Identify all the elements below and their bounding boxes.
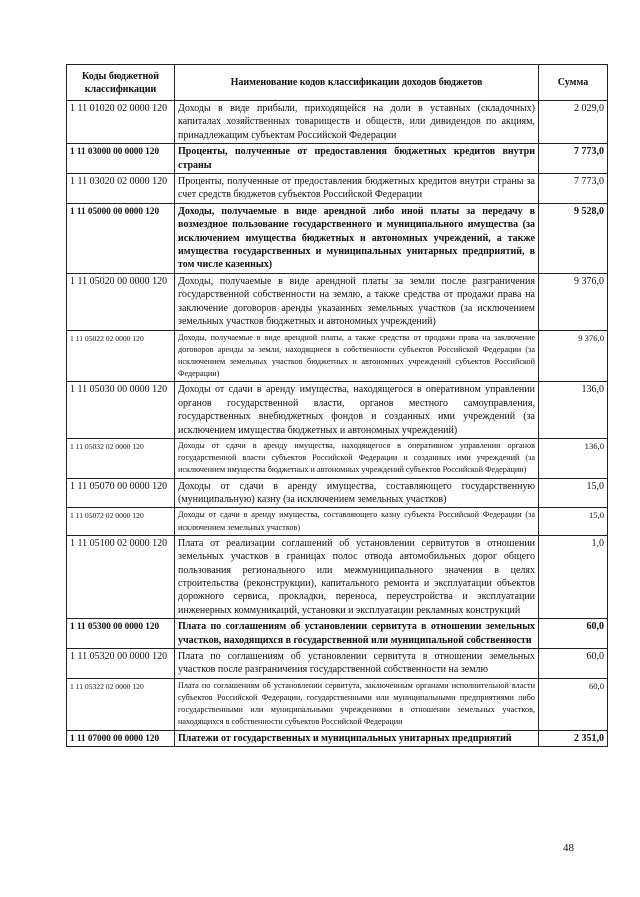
row-code: 1 11 05300 00 0000 120 xyxy=(67,619,175,649)
row-code: 1 11 05322 02 0000 120 xyxy=(67,678,175,730)
table-row xyxy=(67,144,608,174)
row-name: Доходы в виде прибыли, приходящейся на доли в уставных (складочных) капиталах хозяйственных товариществ и обществ, или дивидендов по акциям, принадлежащим субъектам Российской Федерации xyxy=(175,101,539,144)
table-row xyxy=(67,619,608,649)
row-sum: 15,0 xyxy=(539,478,608,508)
row-code: 1 11 05032 02 0000 120 xyxy=(67,438,175,478)
table-row xyxy=(67,678,608,730)
row-name: Доходы, получаемые в виде арендной платы, а также средства от продажи права на заключение договоров аренды за земли, находящиеся в собственности субъектов Российской Федерации (за исключением земельных участков бюджетных и автономных учреждений субъектов Российской Федерации) xyxy=(175,330,539,382)
row-name: Плата по соглашениям об установлении сервитута, заключенным органами исполнительной власти субъектов Российской Федерации, государственными или муниципальными предприятиями либо государственными или муниципальными учреждениями в отношении земельных участков, находящихся в собственности субъектов Российской Федерации xyxy=(175,678,539,730)
row-code: 1 11 05320 00 0000 120 xyxy=(67,649,175,679)
row-name: Доходы от сдачи в аренду имущества, составляющего государственную (муниципальную) казну (за исключением земельных участков) xyxy=(175,478,539,508)
page-number: 48 xyxy=(563,842,574,854)
table-header-row xyxy=(67,65,608,101)
row-name: Проценты, полученные от предоставления бюджетных кредитов внутри страны за счет средств бюджетов субъектов Российской Федерации xyxy=(175,174,539,204)
row-code: 1 11 05072 02 0000 120 xyxy=(67,508,175,535)
table-row xyxy=(67,273,608,330)
row-sum: 60,0 xyxy=(539,649,608,679)
table-row xyxy=(67,508,608,535)
revenue-classification-table xyxy=(66,64,608,747)
row-name: Проценты, полученные от предоставления бюджетных кредитов внутри страны xyxy=(175,144,539,174)
row-sum: 60,0 xyxy=(539,678,608,730)
row-sum: 15,0 xyxy=(539,508,608,535)
row-code: 1 11 03000 00 0000 120 xyxy=(67,144,175,174)
row-name: Плата по соглашениям об установлении сервитута в отношении земельных участков, находящихся в государственной или муниципальной собственности xyxy=(175,619,539,649)
header-name: Наименование кодов классификации доходов бюджетов xyxy=(175,65,539,101)
row-code: 1 11 07000 00 0000 120 xyxy=(67,730,175,746)
row-name: Доходы от сдачи в аренду имущества, находящегося в оперативном управлении органов государственной власти, органов местного самоуправления, государственных внебюджетных фондов и созданных ими учреждений (за исключением имущества бюджетных и автономных учреждений) xyxy=(175,382,539,439)
row-name: Доходы от сдачи в аренду имущества, составляющего казну субъекта Российской Федерации (за исключением земельных участков) xyxy=(175,508,539,535)
table-row xyxy=(67,535,608,618)
table-row xyxy=(67,382,608,439)
row-code: 1 11 05100 02 0000 120 xyxy=(67,535,175,618)
row-sum: 9 376,0 xyxy=(539,273,608,330)
row-sum: 7 773,0 xyxy=(539,144,608,174)
row-sum: 2 351,0 xyxy=(539,730,608,746)
row-sum: 9 528,0 xyxy=(539,203,608,273)
table-row xyxy=(67,101,608,144)
row-name: Доходы, получаемые в виде арендной либо иной платы за передачу в возмездное пользование государственного и муниципального имущества (за исключением имущества бюджетных и автономных учреждений, а также имущества государственных и муниципальных унитарных предприятий, в том числе казенных) xyxy=(175,203,539,273)
row-sum: 1,0 xyxy=(539,535,608,618)
row-name: Доходы от сдачи в аренду имущества, находящегося в оперативном управлении органов государственной власти субъектов Российской Федерации и созданных ими учреждений (за исключением имущества бюджетных и автономных учреждений субъектов Российской Федерации) xyxy=(175,438,539,478)
header-codes: Коды бюджетной классификации xyxy=(67,65,175,101)
row-code: 1 11 03020 02 0000 120 xyxy=(67,174,175,204)
row-code: 1 11 05070 00 0000 120 xyxy=(67,478,175,508)
table-row xyxy=(67,330,608,382)
row-name: Плата от реализации соглашений об установлении сервитутов в отношении земельных участков в границах полос отвода автомобильных дорог общего пользования регионального или межмуниципального значения в целях строительства (реконструкции), капитального ремонта и эксплуатации объектов дорожного сервиса, прокладки, переноса, переустройства и эксплуатации инженерных коммуникаций, установки и эксплуатации рекламных конструкций xyxy=(175,535,539,618)
row-code: 1 11 05000 00 0000 120 xyxy=(67,203,175,273)
row-code: 1 11 05020 00 0000 120 xyxy=(67,273,175,330)
row-sum: 136,0 xyxy=(539,438,608,478)
row-sum: 7 773,0 xyxy=(539,174,608,204)
header-sum: Сумма xyxy=(539,65,608,101)
table-row xyxy=(67,438,608,478)
row-name: Плата по соглашениям об установлении сервитута в отношении земельных участков после разграничения государственной собственности на землю xyxy=(175,649,539,679)
row-name: Платежи от государственных и муниципальных унитарных предприятий xyxy=(175,730,539,746)
row-name: Доходы, получаемые в виде арендной платы за земли после разграничения государственной собственности на землю, а также средства от продажи права на заключение договоров аренды указанных земельных участков (за исключением земельных участков бюджетных и автономных учреждений) xyxy=(175,273,539,330)
table-row xyxy=(67,203,608,273)
table-row xyxy=(67,730,608,746)
table-row xyxy=(67,649,608,679)
table-row xyxy=(67,478,608,508)
row-code: 1 11 05022 02 0000 120 xyxy=(67,330,175,382)
row-code: 1 11 01020 02 0000 120 xyxy=(67,101,175,144)
row-sum: 136,0 xyxy=(539,382,608,439)
table-row xyxy=(67,174,608,204)
row-sum: 9 376,0 xyxy=(539,330,608,382)
row-sum: 2 029,0 xyxy=(539,101,608,144)
row-sum: 60,0 xyxy=(539,619,608,649)
row-code: 1 11 05030 00 0000 120 xyxy=(67,382,175,439)
